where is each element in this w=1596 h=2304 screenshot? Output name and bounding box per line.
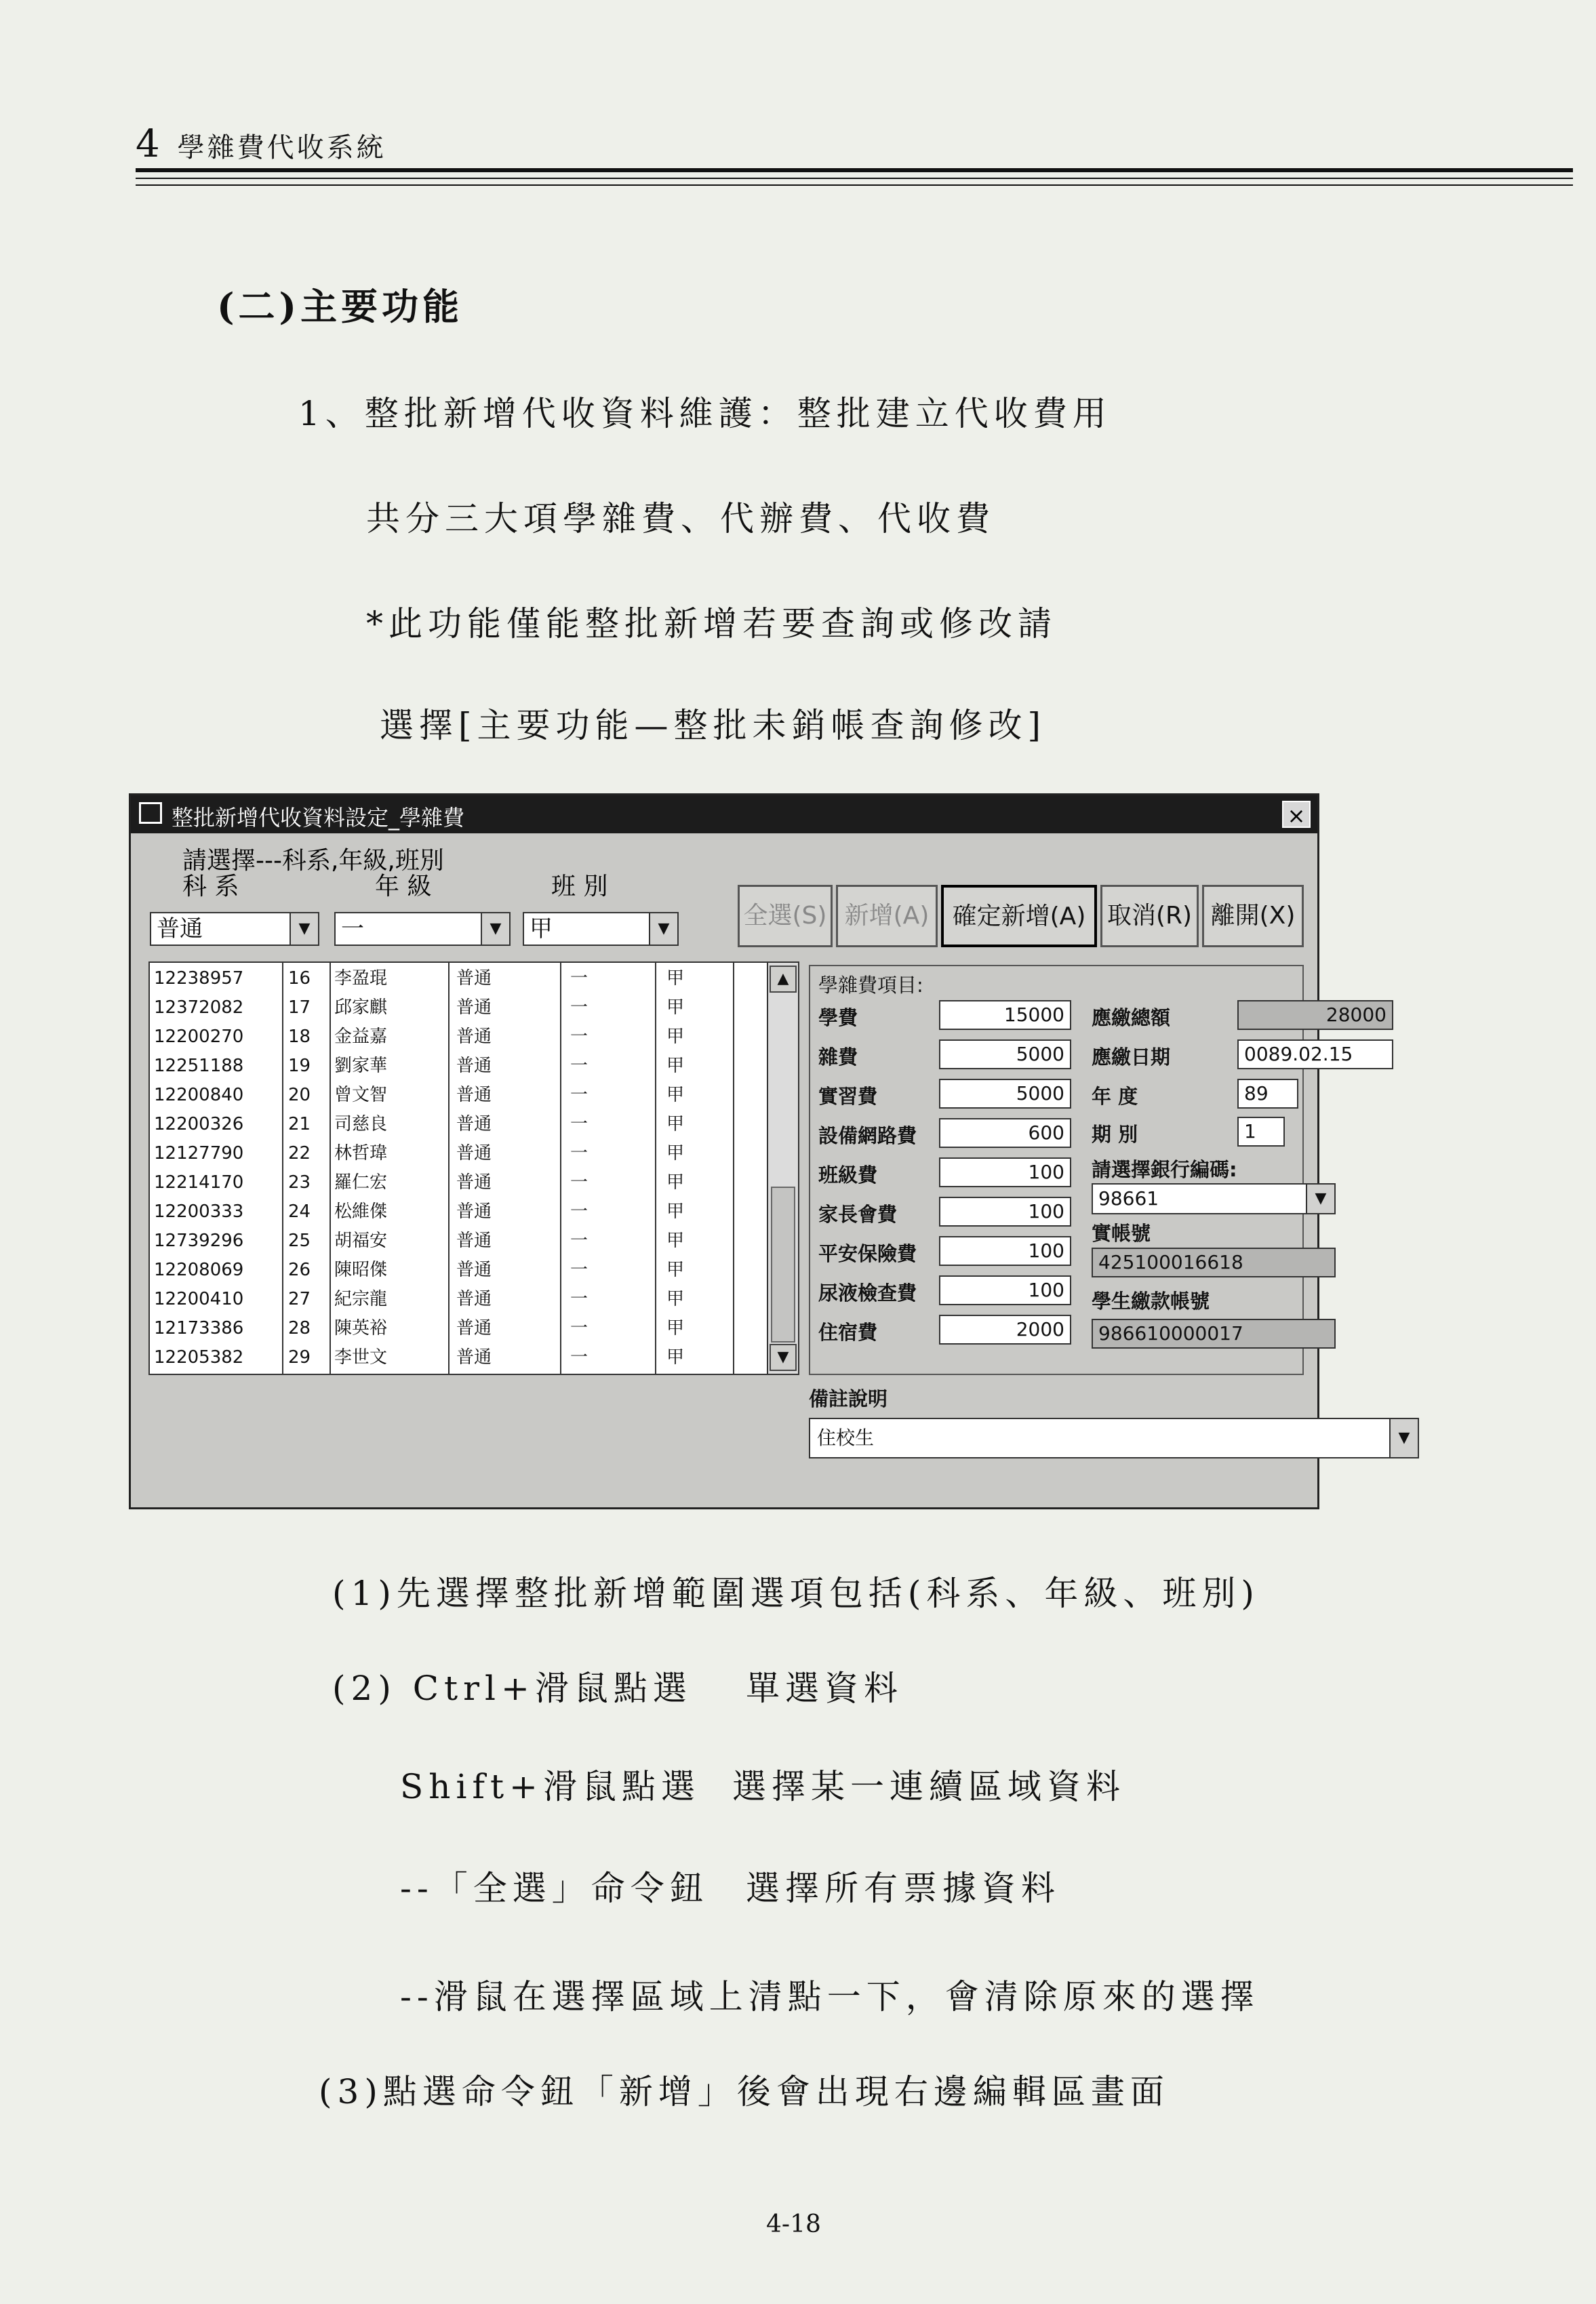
instruction-shift-desc: 選擇某一連續區域資料 bbox=[732, 1767, 1125, 1806]
instruction-select-all-desc: 選擇所有票據資料 bbox=[746, 1869, 1060, 1908]
table-row[interactable] bbox=[150, 1140, 767, 1167]
chevron-down-icon[interactable]: ▼ bbox=[481, 913, 509, 945]
student-dept-cell: 普通 bbox=[456, 1056, 492, 1076]
instruction-step1: (1)先選擇整批新增範圍選項包括(科系、年級、班別) bbox=[332, 1574, 1260, 1613]
student-dept-cell: 普通 bbox=[456, 1318, 492, 1338]
student-class-cell: 甲 bbox=[666, 1231, 685, 1251]
student-id-cell: 12739296 bbox=[154, 1231, 244, 1251]
student-dept-cell: 普通 bbox=[456, 1201, 492, 1222]
table-row[interactable] bbox=[150, 966, 767, 992]
paragraph: 共分三大項學雜費、代辦費、代收費 bbox=[366, 499, 995, 538]
student-grade-cell: 一 bbox=[570, 1027, 588, 1047]
student-name-cell: 胡福安 bbox=[334, 1231, 388, 1251]
student-dept-cell: 普通 bbox=[456, 968, 492, 989]
chapter-number: 4 bbox=[136, 122, 163, 166]
header-rule bbox=[136, 184, 1573, 186]
student-name-cell: 松維傑 bbox=[334, 1201, 388, 1222]
student-seat-cell: 29 bbox=[288, 1347, 311, 1368]
fee-label: 實習費 bbox=[818, 1085, 878, 1108]
fee-amount-field[interactable]: 100 bbox=[939, 1197, 1071, 1227]
student-name-cell: 林哲瑋 bbox=[334, 1143, 388, 1164]
student-seat-cell: 17 bbox=[288, 997, 311, 1018]
student-grade-cell: 一 bbox=[570, 1260, 588, 1280]
class-label: 班 別 bbox=[551, 873, 608, 900]
student-id-cell: 12173386 bbox=[154, 1318, 244, 1338]
instruction-step2-key: (2) Ctrl+滑鼠點選 bbox=[332, 1669, 692, 1708]
student-dept-cell: 普通 bbox=[456, 1085, 492, 1105]
fee-amount-field[interactable]: 5000 bbox=[939, 1079, 1071, 1109]
year-label: 年 度 bbox=[1092, 1085, 1138, 1108]
fee-group-label: 學雜費項目: bbox=[818, 974, 923, 997]
due-date-field[interactable]: 0089.02.15 bbox=[1237, 1039, 1393, 1069]
fee-label: 住宿費 bbox=[818, 1321, 878, 1344]
window-icon bbox=[139, 802, 162, 824]
student-name-cell: 金益嘉 bbox=[334, 1027, 388, 1047]
student-name-cell: 李世文 bbox=[334, 1347, 388, 1368]
student-dept-cell: 普通 bbox=[456, 1172, 492, 1193]
dept-select-value: 普通 bbox=[157, 915, 203, 942]
note-value: 住校生 bbox=[817, 1427, 875, 1449]
student-class-cell: 甲 bbox=[666, 1289, 685, 1309]
student-grade-cell: 一 bbox=[570, 968, 588, 989]
paragraph: 1、整批新增代收資料維護：整批建立代收費用 bbox=[298, 394, 1112, 433]
add-button[interactable]: 新增(A) bbox=[836, 885, 938, 947]
fee-label: 家長會費 bbox=[818, 1203, 898, 1226]
table-row[interactable] bbox=[150, 1170, 767, 1196]
student-class-cell: 甲 bbox=[666, 997, 685, 1018]
student-seat-cell: 28 bbox=[288, 1318, 311, 1338]
note-label: 備註說明 bbox=[809, 1387, 888, 1410]
grade-select[interactable] bbox=[334, 912, 511, 946]
fee-label: 尿液檢查費 bbox=[818, 1282, 917, 1305]
fee-label: 雜費 bbox=[818, 1046, 858, 1069]
student-id-cell: 12127790 bbox=[154, 1143, 244, 1164]
student-account-field: 986610000017 bbox=[1092, 1319, 1336, 1349]
student-grade-cell: 一 bbox=[570, 1201, 588, 1222]
table-row[interactable] bbox=[150, 1024, 767, 1050]
student-dept-cell: 普通 bbox=[456, 1114, 492, 1134]
table-row[interactable] bbox=[150, 1345, 767, 1371]
due-date-label: 應繳日期 bbox=[1092, 1046, 1171, 1069]
student-seat-cell: 27 bbox=[288, 1289, 311, 1309]
student-seat-cell: 23 bbox=[288, 1172, 311, 1193]
student-id-cell: 12238957 bbox=[154, 968, 244, 989]
student-name-cell: 司慈良 bbox=[334, 1114, 388, 1134]
student-seat-cell: 19 bbox=[288, 1056, 311, 1076]
student-grade-cell: 一 bbox=[570, 1347, 588, 1368]
fee-amount-field[interactable]: 5000 bbox=[939, 1039, 1071, 1069]
student-grade-cell: 一 bbox=[570, 1318, 588, 1338]
fee-label: 班級費 bbox=[818, 1164, 878, 1187]
student-name-cell: 邱家麒 bbox=[334, 997, 388, 1018]
student-grade-cell: 一 bbox=[570, 1085, 588, 1105]
account-field: 425100016618 bbox=[1092, 1248, 1336, 1277]
table-row[interactable] bbox=[150, 1315, 767, 1342]
student-dept-cell: 普通 bbox=[456, 1231, 492, 1251]
student-name-cell: 紀宗龍 bbox=[334, 1289, 388, 1309]
selection-prompt: 請選擇---科系,年級,班別 bbox=[182, 847, 444, 875]
table-row[interactable] bbox=[150, 1228, 767, 1254]
fee-amount-field[interactable]: 100 bbox=[939, 1157, 1071, 1187]
student-id-cell: 12200410 bbox=[154, 1289, 244, 1309]
student-id-cell: 12200270 bbox=[154, 1027, 244, 1047]
paragraph: 選擇[主要功能—整批未銷帳查詢修改] bbox=[380, 706, 1047, 745]
bank-select[interactable] bbox=[1092, 1183, 1336, 1214]
student-dept-cell: 普通 bbox=[456, 1143, 492, 1164]
class-select-value: 甲 bbox=[530, 915, 553, 942]
list-scrollbar[interactable] bbox=[767, 963, 799, 1374]
cancel-button[interactable]: 取消(R) bbox=[1100, 885, 1199, 947]
dept-label: 科 系 bbox=[182, 873, 239, 900]
student-seat-cell: 20 bbox=[288, 1085, 311, 1105]
bank-label: 請選擇銀行編碼: bbox=[1092, 1158, 1237, 1181]
table-row[interactable] bbox=[150, 1257, 767, 1284]
header-rule bbox=[136, 178, 1573, 179]
student-class-cell: 甲 bbox=[666, 1027, 685, 1047]
paragraph: *此功能僅能整批新增若要查詢或修改請 bbox=[366, 604, 1057, 643]
section-title: (二)主要功能 bbox=[217, 285, 464, 328]
total-field: 28000 bbox=[1237, 1000, 1393, 1030]
instruction-clear: --滑鼠在選擇區域上清點一下，會清除原來的選擇 bbox=[400, 1977, 1260, 2017]
student-id-cell: 12200326 bbox=[154, 1114, 244, 1134]
grade-select-value: 一 bbox=[341, 915, 364, 942]
dialog-titlebar bbox=[131, 795, 1317, 833]
student-class-cell: 甲 bbox=[666, 1143, 685, 1164]
student-class-cell: 甲 bbox=[666, 1201, 685, 1222]
dialog-title: 整批新增代收資料設定_學雜費 bbox=[172, 805, 465, 831]
fee-amount-field[interactable]: 15000 bbox=[939, 1000, 1071, 1030]
student-seat-cell: 22 bbox=[288, 1143, 311, 1164]
student-list[interactable] bbox=[148, 961, 799, 1375]
student-class-cell: 甲 bbox=[666, 968, 685, 989]
student-account-label: 學生繳款帳號 bbox=[1092, 1290, 1210, 1313]
table-row[interactable] bbox=[150, 995, 767, 1021]
student-class-cell: 甲 bbox=[666, 1318, 685, 1338]
student-name-cell: 李盈琨 bbox=[334, 968, 388, 989]
student-dept-cell: 普通 bbox=[456, 1289, 492, 1309]
student-class-cell: 甲 bbox=[666, 1085, 685, 1105]
chevron-down-icon[interactable]: ▼ bbox=[1389, 1419, 1418, 1457]
chevron-down-icon[interactable]: ▼ bbox=[649, 913, 677, 945]
student-class-cell: 甲 bbox=[666, 1056, 685, 1076]
running-header bbox=[136, 122, 386, 166]
year-field[interactable]: 89 bbox=[1237, 1079, 1298, 1109]
student-id-cell: 12251188 bbox=[154, 1056, 244, 1076]
close-button[interactable]: × bbox=[1282, 801, 1311, 828]
scroll-thumb[interactable] bbox=[771, 1187, 795, 1343]
chevron-down-icon[interactable]: ▼ bbox=[290, 913, 318, 945]
table-row[interactable] bbox=[150, 1082, 767, 1109]
chapter-title: 學雜費代收系統 bbox=[177, 132, 386, 163]
student-grade-cell: 一 bbox=[570, 1289, 588, 1309]
instruction-shift-key: Shift+滑鼠點選 bbox=[400, 1767, 700, 1806]
fee-amount-field[interactable]: 100 bbox=[939, 1236, 1071, 1266]
table-row[interactable] bbox=[150, 1199, 767, 1225]
student-grade-cell: 一 bbox=[570, 1172, 588, 1193]
student-dept-cell: 普通 bbox=[456, 1347, 492, 1368]
select-all-button[interactable]: 全選(S) bbox=[738, 885, 833, 947]
student-grade-cell: 一 bbox=[570, 1056, 588, 1076]
student-dept-cell: 普通 bbox=[456, 1260, 492, 1280]
period-field[interactable]: 1 bbox=[1237, 1117, 1285, 1147]
student-name-cell: 曾文智 bbox=[334, 1085, 388, 1105]
student-seat-cell: 18 bbox=[288, 1027, 311, 1047]
student-seat-cell: 25 bbox=[288, 1231, 311, 1251]
student-dept-cell: 普通 bbox=[456, 997, 492, 1018]
table-row[interactable] bbox=[150, 1053, 767, 1079]
fee-amount-field[interactable]: 600 bbox=[939, 1118, 1071, 1148]
student-grade-cell: 一 bbox=[570, 997, 588, 1018]
instruction-step2-desc: 單選資料 bbox=[746, 1669, 903, 1708]
student-id-cell: 12205382 bbox=[154, 1347, 244, 1368]
student-seat-cell: 16 bbox=[288, 968, 311, 989]
student-grade-cell: 一 bbox=[570, 1114, 588, 1134]
table-row[interactable] bbox=[150, 1286, 767, 1313]
student-class-cell: 甲 bbox=[666, 1347, 685, 1368]
student-id-cell: 12208069 bbox=[154, 1260, 244, 1280]
table-row[interactable] bbox=[150, 1111, 767, 1138]
student-name-cell: 陳英裕 bbox=[334, 1318, 388, 1338]
fee-amount-field[interactable]: 2000 bbox=[939, 1315, 1071, 1345]
student-id-cell: 12372082 bbox=[154, 997, 244, 1018]
student-seat-cell: 24 bbox=[288, 1201, 311, 1222]
confirm-add-button[interactable]: 確定新增(A) bbox=[941, 885, 1097, 947]
fee-label: 平安保險費 bbox=[818, 1242, 917, 1265]
page-number: 4-18 bbox=[766, 2210, 821, 2238]
fee-label: 設備網路費 bbox=[818, 1124, 917, 1147]
student-seat-cell: 21 bbox=[288, 1114, 311, 1134]
exit-button[interactable]: 離開(X) bbox=[1202, 885, 1304, 947]
student-class-cell: 甲 bbox=[666, 1172, 685, 1193]
scroll-up-icon[interactable]: ▲ bbox=[770, 966, 797, 993]
student-class-cell: 甲 bbox=[666, 1260, 685, 1280]
fee-label: 學費 bbox=[818, 1006, 858, 1029]
student-grade-cell: 一 bbox=[570, 1231, 588, 1251]
student-name-cell: 劉家華 bbox=[334, 1056, 388, 1076]
student-seat-cell: 26 bbox=[288, 1260, 311, 1280]
instruction-step3: (3)點選命令鈕「新增」後會出現右邊編輯區畫面 bbox=[319, 2072, 1170, 2111]
student-class-cell: 甲 bbox=[666, 1114, 685, 1134]
note-field[interactable] bbox=[809, 1418, 1419, 1458]
student-dept-cell: 普通 bbox=[456, 1027, 492, 1047]
student-id-cell: 12214170 bbox=[154, 1172, 244, 1193]
account-label: 實帳號 bbox=[1092, 1222, 1151, 1245]
fee-items-group bbox=[809, 965, 1386, 1375]
total-label: 應繳總額 bbox=[1092, 1006, 1171, 1029]
student-id-cell: 12200840 bbox=[154, 1085, 244, 1105]
student-grade-cell: 一 bbox=[570, 1143, 588, 1164]
class-select[interactable] bbox=[523, 912, 679, 946]
bank-select-value: 98661 bbox=[1098, 1187, 1159, 1210]
chevron-down-icon[interactable]: ▼ bbox=[1306, 1185, 1334, 1213]
student-id-cell: 12200333 bbox=[154, 1201, 244, 1222]
student-name-cell: 羅仁宏 bbox=[334, 1172, 388, 1193]
period-label: 期 別 bbox=[1092, 1123, 1138, 1146]
header-rule bbox=[136, 168, 1573, 172]
scroll-down-icon[interactable]: ▼ bbox=[770, 1344, 797, 1371]
fee-amount-field[interactable]: 100 bbox=[939, 1275, 1071, 1305]
dept-select[interactable] bbox=[150, 912, 319, 946]
batch-add-dialog bbox=[129, 793, 1410, 1509]
instruction-select-all-key: --「全選」命令鈕 bbox=[400, 1869, 709, 1908]
student-name-cell: 陳昭傑 bbox=[334, 1260, 388, 1280]
grade-label: 年 級 bbox=[375, 873, 432, 900]
